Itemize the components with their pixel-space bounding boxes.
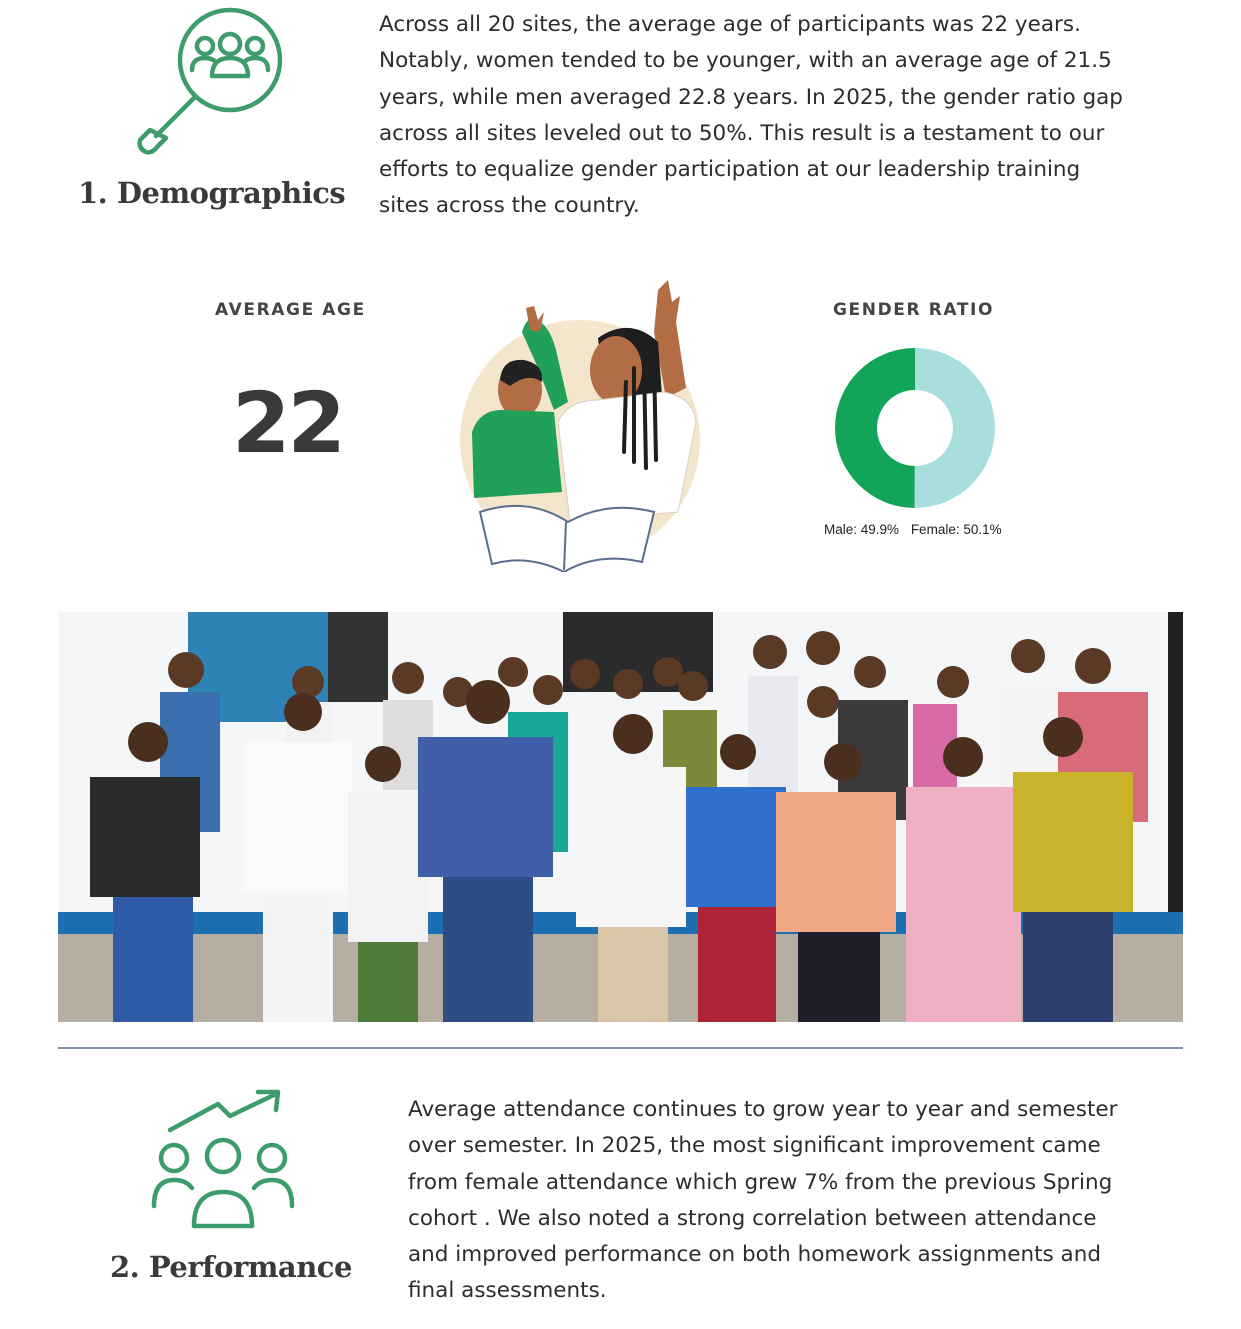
demographics-paragraph: Across all 20 sites, the average age of participants was 22 years. Notably, women tended to be younger, with an average age of 21.5 years, while men averaged 22.8 years. In 2025, the gender ratio gap across all sites leveled out to 50%. This result is a testament to our efforts to equalize gender participation at our leadership training sites across the country. bbox=[379, 12, 1123, 219]
group-growth-icon bbox=[148, 1088, 298, 1233]
section-divider bbox=[58, 1047, 1183, 1049]
group-search-icon bbox=[128, 6, 288, 158]
students-illustration bbox=[458, 272, 708, 572]
gender-ratio-legend bbox=[824, 522, 1010, 537]
demographics-title: 1. Demographics bbox=[78, 176, 346, 210]
legend-female: Female: 50.1% bbox=[910, 522, 1002, 537]
gender-ratio-label: GENDER RATIO bbox=[833, 300, 995, 320]
legend-male: Male: 49.9% bbox=[824, 522, 900, 537]
average-age-value: 22 bbox=[232, 374, 343, 472]
average-age-label: AVERAGE AGE bbox=[215, 300, 366, 320]
performance-paragraph: Average attendance continues to grow year to year and semester over semester. In 2025, the most significant improvement came from female attendance which grew 7% from the previous Spring cohort . We also noted a strong correlation between attendance and improved performance on both homework assignments and final assessments. bbox=[408, 1097, 1118, 1304]
performance-title: 2. Performance bbox=[110, 1250, 352, 1284]
donut-hole bbox=[877, 390, 953, 466]
group-photo bbox=[58, 612, 1183, 1022]
gender-ratio-donut-chart bbox=[830, 343, 1000, 513]
